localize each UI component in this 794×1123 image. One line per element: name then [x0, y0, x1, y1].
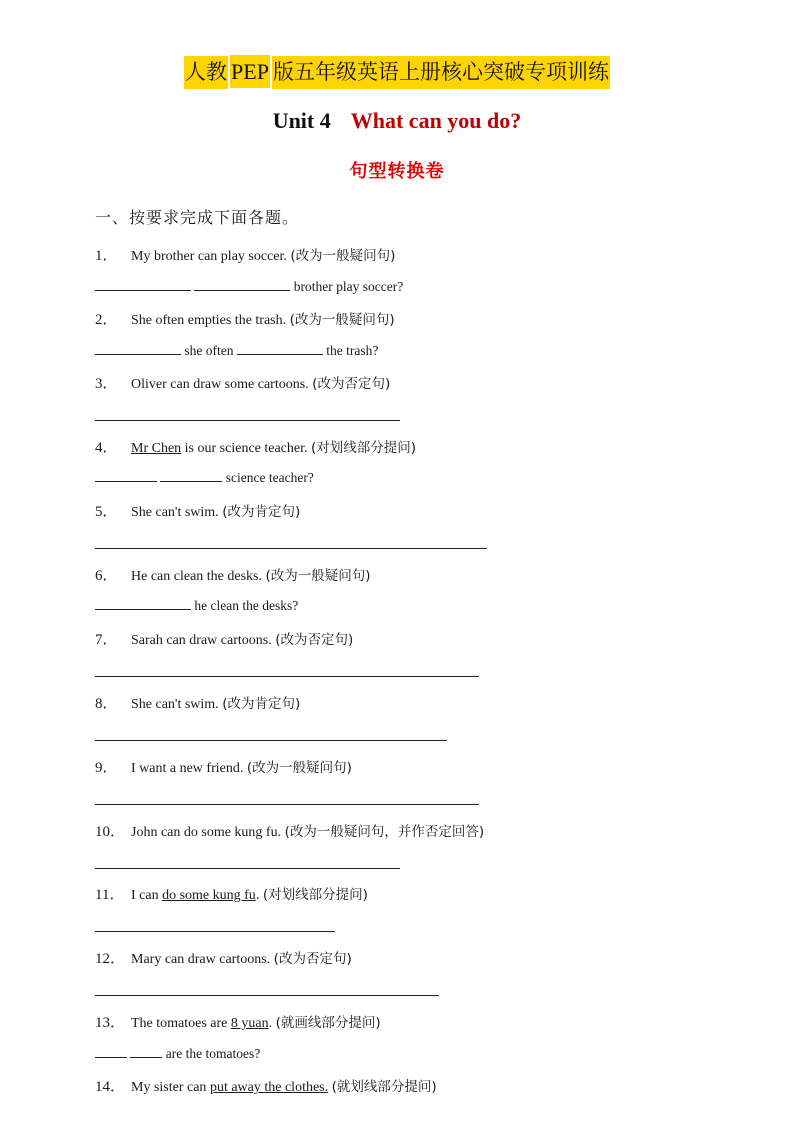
- unit-name: What can you do?: [350, 108, 522, 133]
- banner-text-publisher: 人教: [184, 56, 228, 89]
- answer-line-5[interactable]: [95, 548, 487, 549]
- answer-row-1: [95, 278, 403, 295]
- question-9: [95, 756, 352, 777]
- question-text: is our science teacher.: [181, 441, 311, 456]
- answer-blank[interactable]: [95, 1045, 127, 1058]
- question-6: [95, 564, 371, 585]
- answer-blank[interactable]: [194, 278, 290, 291]
- banner-text-title: 版五年级英语上册核心突破专项训练: [272, 56, 610, 89]
- question-number: 4．: [95, 440, 118, 456]
- answer-line-9[interactable]: [95, 804, 479, 805]
- section-title: 一、按要求完成下面各题。: [95, 208, 300, 227]
- question-instruction: (对划线部分提问): [311, 440, 417, 456]
- question-instruction: (改为肯定句): [222, 504, 301, 520]
- question-10: [95, 820, 484, 841]
- question-2: [95, 308, 395, 329]
- question-4: [95, 436, 416, 457]
- question-text: She can't swim.: [131, 697, 223, 712]
- answer-text: are the tomatoes?: [165, 1046, 261, 1061]
- question-text: Sarah can draw cartoons.: [131, 633, 276, 648]
- answer-text: the trash?: [326, 343, 379, 358]
- question-instruction: (改为一般疑问句，并作否定回答): [284, 824, 485, 840]
- question-instruction: (改为一般疑问句): [265, 568, 371, 584]
- answer-line-12[interactable]: [95, 995, 439, 996]
- question-text-lead: I can: [131, 888, 163, 903]
- answer-line-7[interactable]: [95, 676, 479, 677]
- question-instruction: (改为否定句): [273, 951, 352, 967]
- question-number: 2．: [95, 312, 118, 328]
- answer-row-4: [95, 469, 314, 486]
- question-8: [95, 692, 300, 713]
- question-text: Mary can draw cartoons.: [131, 952, 274, 967]
- answer-blank[interactable]: [130, 1045, 162, 1058]
- question-number: 13．: [95, 1015, 126, 1031]
- header-banner: [0, 55, 794, 89]
- question-number: 5．: [95, 504, 118, 520]
- question-instruction: (改为否定句): [312, 376, 391, 392]
- question-number: 7．: [95, 632, 118, 648]
- question-number: 10．: [95, 824, 126, 840]
- answer-blank[interactable]: [95, 278, 191, 291]
- question-3: [95, 372, 390, 393]
- answer-text: brother play soccer?: [293, 279, 404, 294]
- question-number: 3．: [95, 376, 118, 392]
- question-number: 6．: [95, 568, 118, 584]
- answer-blank[interactable]: [95, 597, 191, 610]
- answer-line-8[interactable]: [95, 740, 447, 741]
- question-number: 12．: [95, 951, 126, 967]
- question-7: [95, 628, 353, 649]
- underlined-phrase: Mr Chen: [131, 441, 182, 456]
- question-text: .: [255, 888, 263, 903]
- unit-number: Unit 4: [272, 108, 331, 133]
- question-instruction: (改为一般疑问句): [289, 312, 395, 328]
- answer-blank[interactable]: [95, 342, 181, 355]
- question-instruction: (就画线部分提问): [275, 1015, 381, 1031]
- question-number: 11．: [95, 887, 125, 903]
- underlined-phrase: do some kung fu: [162, 888, 256, 903]
- banner-text-edition: PEP: [230, 55, 270, 88]
- question-text: He can clean the desks.: [131, 569, 266, 584]
- underlined-phrase: 8 yuan: [230, 1016, 269, 1031]
- question-12: [95, 947, 352, 968]
- question-number: 14．: [95, 1079, 126, 1095]
- answer-blank[interactable]: [160, 469, 222, 482]
- question-11: [95, 883, 368, 904]
- question-text: I want a new friend.: [131, 761, 247, 776]
- question-text: .: [268, 1016, 276, 1031]
- question-instruction: (改为肯定句): [222, 696, 301, 712]
- question-instruction: (改为否定句): [275, 632, 354, 648]
- answer-text: he clean the desks?: [194, 598, 299, 613]
- answer-line-10[interactable]: [95, 868, 400, 869]
- question-text: My brother can play soccer.: [131, 249, 291, 264]
- question-14: [95, 1075, 437, 1096]
- worksheet-subtitle: 句型转换卷: [349, 161, 445, 182]
- answer-row-6: [95, 597, 298, 614]
- question-number: 8．: [95, 696, 118, 712]
- question-number: 9．: [95, 760, 118, 776]
- question-text: She often empties the trash.: [131, 313, 290, 328]
- answer-blank[interactable]: [237, 342, 323, 355]
- unit-title: [0, 108, 794, 134]
- answer-row-2: [95, 342, 378, 359]
- question-instruction: (对划线部分提问): [262, 887, 368, 903]
- answer-line-3[interactable]: [95, 420, 400, 421]
- question-text-lead: The tomatoes are: [131, 1016, 231, 1031]
- question-number: 1．: [95, 248, 118, 264]
- answer-text: science teacher?: [225, 470, 314, 485]
- question-text-lead: My sister can: [131, 1080, 210, 1095]
- underlined-phrase: put away the clothes.: [209, 1080, 329, 1095]
- question-text: She can't swim.: [131, 505, 223, 520]
- question-text: Oliver can draw some cartoons.: [131, 377, 313, 392]
- question-instruction: (改为一般疑问句): [246, 760, 352, 776]
- question-text: John can do some kung fu.: [131, 825, 285, 840]
- question-1: [95, 244, 395, 265]
- question-13: [95, 1011, 381, 1032]
- question-5: [95, 500, 300, 521]
- answer-row-13: [95, 1045, 260, 1062]
- answer-blank[interactable]: [95, 469, 157, 482]
- answer-text: she often: [184, 343, 234, 358]
- question-instruction: (改为一般疑问句): [290, 248, 396, 264]
- answer-line-11[interactable]: [95, 931, 335, 932]
- question-instruction: (就划线部分提问): [331, 1079, 437, 1095]
